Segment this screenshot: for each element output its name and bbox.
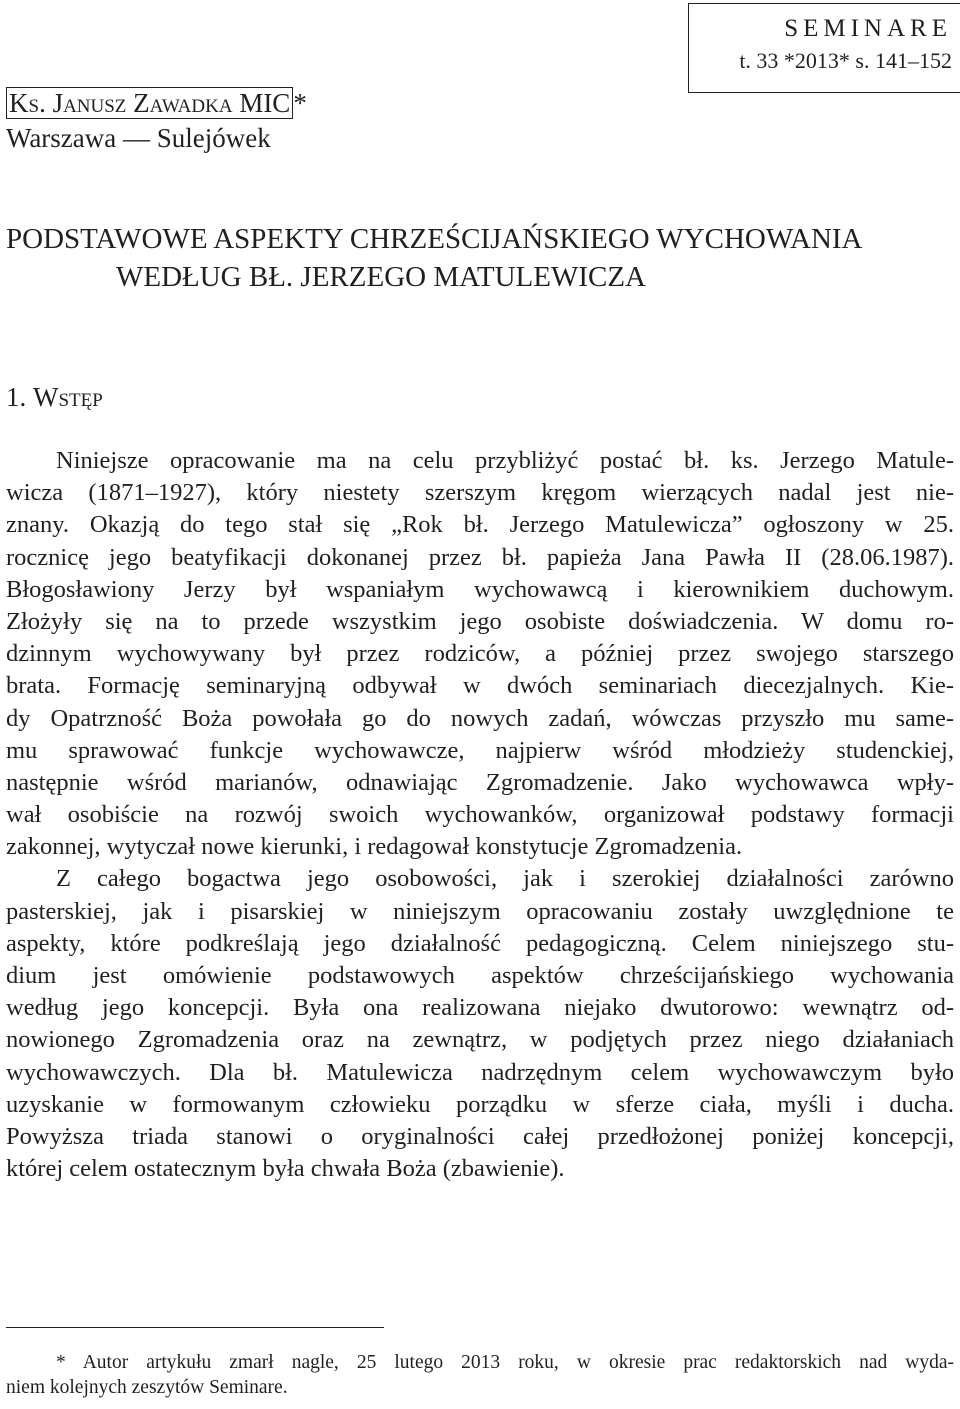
body-line: dy Opatrzność Boża powołała go do nowych zadań, wówczas przyszło mu same-	[6, 704, 954, 732]
body-line: następnie wśród marianów, odnawiając Zgromadzenie. Jako wychowawca wpły-	[6, 768, 954, 796]
body-line: brata. Formację seminaryjną odbywał w dwóch seminariach diecezjalnych. Kie-	[6, 672, 954, 700]
body-line: mu sprawować funkcje wychowawcze, najpierw wśród młodzieży studenckiej,	[6, 736, 954, 764]
journal-name: SEMINARE	[784, 15, 952, 42]
body-line: Złożyły się na to przede wszystkim jego osobiste doświadczenia. W domu ro-	[6, 607, 954, 635]
body-line: wychowawczych. Dla bł. Matulewicza nadrzędnym celem wychowawczym było	[6, 1058, 954, 1086]
author-name: Ks. Janusz Zawadka MIC	[6, 87, 293, 119]
author-location: Warszawa — Sulejówek	[6, 123, 271, 153]
section-title: Wstęp	[33, 382, 103, 412]
footnote	[6, 1350, 954, 1400]
body-line: wał osobiście na rozwój swoich wychowanków, organizował podstawy formacji	[6, 801, 954, 829]
title-line-1: PODSTAWOWE ASPEKTY CHRZEŚCIJAŃSKIEGO WYCHOWANIA	[6, 223, 863, 255]
section-heading	[6, 380, 103, 414]
body-line: rocznicę jego beatyfikacji dokonanej przez bł. papieża Jana Pawła II (28.06.1987).	[6, 543, 954, 571]
section-number: 1.	[6, 382, 33, 412]
body-line: uzyskanie w formowanym człowieku porządku w sferze ciała, myśli i ducha.	[6, 1090, 954, 1118]
body-line: nowionego Zgromadzenia oraz na zewnątrz, w podjętych przez niego działaniach	[6, 1026, 954, 1054]
body-line: aspekty, które podkreślają jego działalność pedagogiczną. Celem niniejszego stu-	[6, 929, 954, 957]
body-text	[6, 445, 954, 1185]
body-line: wicza (1871–1927), który niestety szerszym kręgom wierzących nadal jest nie-	[6, 479, 954, 507]
author-footnote-marker: *	[293, 88, 307, 118]
journal-volume: t. 33 *2013* s. 141–152	[739, 48, 952, 73]
body-line: według jego koncepcji. Była ona realizowana niejako dwutorowo: wewnątrz od-	[6, 994, 954, 1022]
footnote-divider	[6, 1327, 384, 1328]
body-line: dzinnym wychowywany był przez rodziców, a później przez swojego starszego	[6, 640, 954, 668]
body-line: której celem ostatecznym była chwała Boża (zbawienie).	[6, 1155, 565, 1183]
footnote-line: * Autor artykułu zmarł nagle, 25 lutego 2013 roku, w okresie prac redaktorskich nad wyda-	[56, 1352, 954, 1373]
body-line: pasterskiej, jak i pisarskiej w niniejszym opracowaniu zostały uwzględnione te	[6, 897, 954, 925]
body-line: Powyższa triada stanowi o oryginalności całej przedłożonej poniżej koncepcji,	[6, 1122, 954, 1150]
author-line	[6, 86, 307, 120]
body-line: dium jest omówienie podstawowych aspektów chrześcijańskiego wychowania	[6, 962, 954, 989]
body-line: znany. Okazją do tego stał się „Rok bł. Jerzego Matulewicza” ogłoszony w 25.	[6, 511, 954, 539]
body-line: Z całego bogactwa jego osobowości, jak i szerokiej działalności zarówno	[56, 865, 954, 893]
footnote-line: niem kolejnych zeszytów Seminare.	[6, 1377, 288, 1398]
article-title	[6, 220, 958, 296]
body-line: zakonnej, wytyczał nowe kierunki, i redagował konstytucje Zgromadzenia.	[6, 833, 743, 861]
journal-header-box	[688, 3, 960, 93]
body-line: Niniejsze opracowanie ma na celu przybliżyć postać bł. ks. Jerzego Matule-	[56, 447, 954, 474]
title-line-2: WEDŁUG BŁ. JERZEGO MATULEWICZA	[116, 261, 646, 293]
body-line: Błogosławiony Jerzy był wspaniałym wychowawcą i kierownikiem duchowym.	[6, 575, 954, 603]
